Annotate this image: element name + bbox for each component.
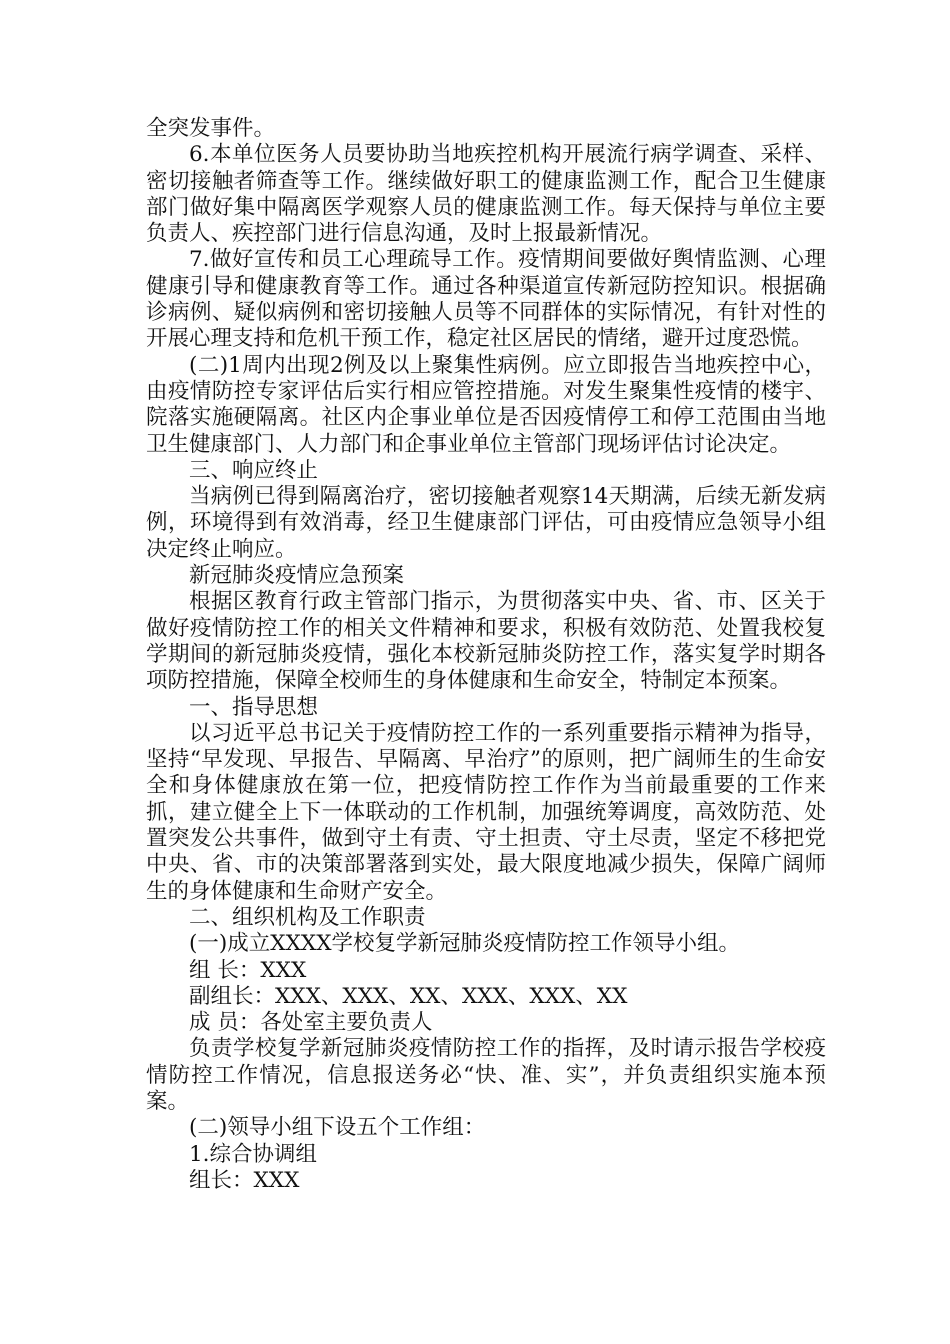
deputy-leader-line: 副组长：XXX、XXX、XX、XXX、XXX、XX: [189, 983, 628, 1009]
paragraph-12: (一)成立XXXX学校复学新冠肺炎疫情防控工作领导小组。: [189, 931, 741, 957]
paragraph-6: 当病例已得到隔离治疗，密切接触者观察14天期满，后续无新发病例，环境得到有效消毒，经卫生健康部门评估，可由疫情应急领导小组决定终止响应。: [146, 484, 826, 562]
group-leader-line: 组长：XXX: [189, 1167, 300, 1193]
paragraph-1: 全突发事件。: [146, 116, 276, 141]
document-title: 新冠肺炎疫情应急预案: [189, 563, 405, 589]
paragraph-16: 负责学校复学新冠肺炎疫情防控工作的指挥，及时请示报告学校疫情防控工作情况，信息报送务必“快、准、实”，并负责组织实施本预案。: [146, 1036, 826, 1114]
members-line: 成 员：各处室主要负责人: [189, 1010, 433, 1036]
section-heading-response-end: 三、响应终止: [189, 457, 319, 483]
leader-line: 组 长：XXX: [189, 957, 307, 983]
document-page: [146, 116, 826, 1194]
group-heading-coordination: 1.综合协调组: [189, 1141, 318, 1167]
paragraph-17: (二)领导小组下设五个工作组：: [189, 1115, 486, 1141]
paragraph-2: 6.本单位医务人员要协助当地疾控机构开展流行病学调查、采样、密切接触者筛查等工作。继续做好职工的健康监测工作，配合卫生健康部门做好集中隔离医学观察人员的健康监测工作。每天保持与单位主要负责人、疾控部门进行信息沟通，及时上报最新情况。: [146, 142, 826, 247]
section-heading-organization: 二、组织机构及工作职责: [189, 904, 426, 930]
paragraph-3: 7.做好宣传和员工心理疏导工作。疫情期间要做好舆情监测、心理健康引导和健康教育等工作。通过各种渠道宣传新冠防控知识。根据确诊病例、疑似病例和密切接触人员等不同群体的实际情况，有针对性的开展心理支持和危机干预工作，稳定社区居民的情绪，避开过度恐慌。: [146, 247, 826, 352]
paragraph-10: 以习近平总书记关于疫情防控工作的一系列重要指示精神为指导，坚持“早发现、早报告、早隔离、早治疗”的原则，把广阔师生的生命安全和身体健康放在第一位，把疫情防控工作作为当前最重要的工作来抓，建立健全上下一体联动的工作机制，加强统筹调度，高效防范、处置突发公共事件，做到守土有责、守土担责、守土尽责，坚定不移把党中央、省、市的决策部署落到实处，最大限度地减少损失，保障广阔师生的身体健康和生命财产安全。: [146, 720, 826, 904]
section-heading-guiding-ideology: 一、指导思想: [189, 694, 319, 720]
paragraph-8: 根据区教育行政主管部门指示，为贯彻落实中央、省、市、区关于做好疫情防控工作的相关文件精神和要求，积极有效防范、处置我校复学期间的新冠肺炎疫情，强化本校新冠肺炎防控工作，落实复学时期各项防控措施，保障全校师生的身体健康和生命安全，特制定本预案。: [146, 589, 826, 694]
paragraph-4: (二)1周内出现2例及以上聚集性病例。应立即报告当地疾控中心，由疫情防控专家评估后实行相应管控措施。对发生聚集性疫情的楼宇、院落实施硬隔离。社区内企事业单位是否因疫情停工和停工范围由当地卫生健康部门、人力部门和企事业单位主管部门现场评估讨论决定。: [146, 352, 826, 457]
